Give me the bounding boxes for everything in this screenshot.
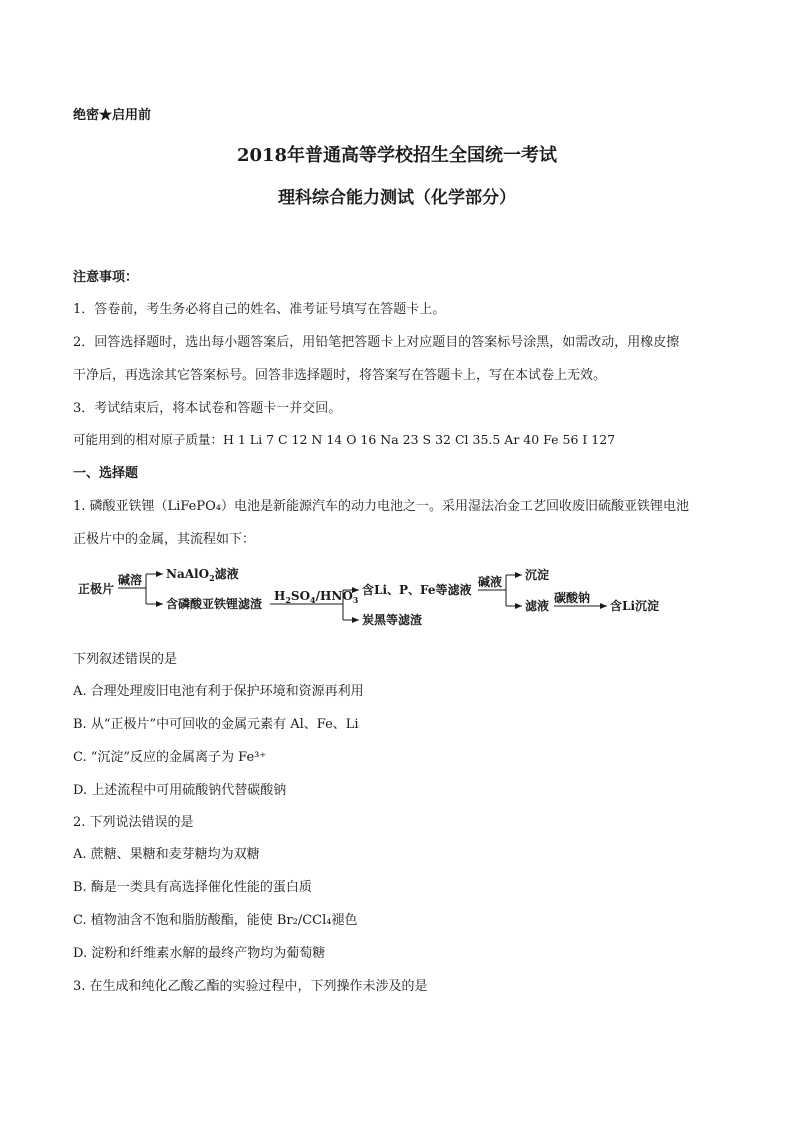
flow-step-acid: $H_2SO_4/HNO_3$ xyxy=(274,589,359,605)
q1-option-c: C. “沉淀”反应的金属离子为 Fe³⁺ xyxy=(73,750,267,765)
q2-option-a: A. 蔗糖、果糖和麦芽糖均为双糖 xyxy=(73,847,260,862)
flow-step-alkali-liquid: 碱液 xyxy=(478,575,503,589)
exam-subtitle: 理科综合能力测试（化学部分） xyxy=(278,188,516,208)
flow-output-carbon-residue: 炭黑等滤渣 xyxy=(362,613,423,627)
secret-label: 绝密★启用前 xyxy=(73,108,152,123)
q1-option-a: A. 合理处理废旧电池有利于保护环境和资源再利用 xyxy=(73,684,364,699)
q1-option-d: D. 上述流程中可用硫酸钠代替碳酸钠 xyxy=(73,783,287,798)
flow-chart xyxy=(70,560,710,636)
q3-stem: 3. 在生成和纯化乙酸乙酯的实验过程中，下列操作未涉及的是 xyxy=(73,979,428,994)
q2-stem: 2. 下列说法错误的是 xyxy=(73,815,194,830)
exam-title: 2018年普通高等学校招生全国统一考试 xyxy=(236,145,558,166)
q1-stem-line1: 1. 磷酸亚铁锂（LiFePO₄）电池是新能源汽车的动力电池之一。采用湿法冶金工艺回收废旧硫酸亚铁锂电池 xyxy=(73,499,689,514)
note-item: 3．考试结束后，将本试卷和答题卡一并交回。 xyxy=(73,401,342,416)
flow-output-filtrate: 滤液 xyxy=(525,599,550,613)
q1-option-b: B. 从“正极片”中可回收的金属元素有 Al、Fe、Li xyxy=(73,717,359,732)
notes-heading: 注意事项： xyxy=(73,270,139,285)
flow-output-precipitate: 沉淀 xyxy=(525,568,550,582)
q1-prompt: 下列叙述错误的是 xyxy=(73,652,178,667)
atomic-masses: 可能用到的相对原子质量：H 1 Li 7 C 12 N 14 O 16 Na 23 S 32 Cl 35.5 Ar 40 Fe 56 I 127 xyxy=(73,432,616,447)
flow-start: 正极片 xyxy=(78,582,115,596)
note-item: 2．回答选择题时，选出每小题答案后，用铅笔把答题卡上对应题目的答案标号涂黑，如需改动，用橡皮擦 xyxy=(73,335,680,350)
note-item: 1．答卷前，考生务必将自己的姓名、准考证号填写在答题卡上。 xyxy=(73,302,446,317)
flow-output-li-p-fe-filtrate: 含Li、P、Fe等滤液 xyxy=(362,583,472,597)
flow-step-alkali-dissolve: 碱溶 xyxy=(118,573,143,587)
q2-option-c: C. 植物油含不饱和脂肪酸酯，能使 Br₂/CCl₄褪色 xyxy=(73,913,358,928)
flow-output-lifepo4-residue: 含磷酸亚铁锂滤渣 xyxy=(166,597,263,611)
q1-stem-line2: 正极片中的金属，其流程如下： xyxy=(73,532,256,547)
section-title: 一、选择题 xyxy=(73,466,139,481)
flow-output-naalo2: NaAlO$_2$滤液 xyxy=(166,567,239,583)
flow-step-sodium-carbonate: 碳酸钠 xyxy=(554,591,591,605)
flow-output-li-precipitate: 含Li沉淀 xyxy=(610,599,659,613)
q2-option-d: D. 淀粉和纤维素水解的最终产物均为葡萄糖 xyxy=(73,946,326,961)
note-item: 干净后，再选涂其它答案标号。回答非选择题时，将答案写在答题卡上，写在本试卷上无效。 xyxy=(73,368,607,383)
q2-option-b: B. 酶是一类具有高选择催化性能的蛋白质 xyxy=(73,880,312,895)
